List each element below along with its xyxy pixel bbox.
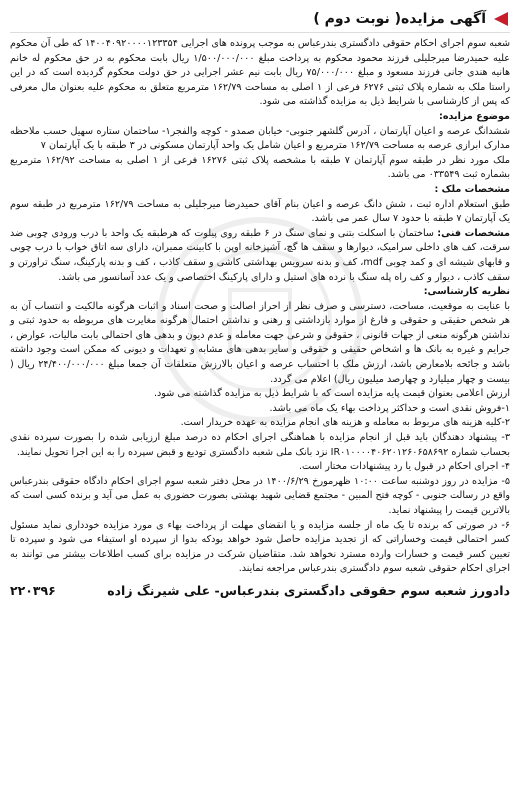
term-item: ۲-کلیه هزینه های مربوط به معامله و هزینه های انجام مزایده به عهده خریدار است. [180, 417, 510, 429]
tech-text: ساختمان با اسکلت بتنی و نمای سنگ در ۶ طبقه روی پیلوت که هرطبقه یک واحد با درب ورودی چوبی ضد سرقت، کف های داخلی سرامیک، دیوارها و سقف ها گچ، آشپزخانه اوپن با کابینت ممبران، دارای سه اتاق خواب با درب چوبی و قابهای شیشه ای و کمد چوبی mdf، کف و بدنه سرویس بهداشتی کاشی و سقف کاذب ، کف و بدنه پارکینگ، سنگ تراورتن و سقف کاذب ، دیوار و کف راه پله سنگ با نرده های استیل و دارای پارکینگ اختصاصی و یک عدد آسانسور می باشد. [10, 227, 510, 283]
red-triangle-icon [490, 9, 510, 29]
tech-heading: مشخصات فنی: [437, 227, 510, 239]
term-item: ۳- پیشنهاد دهندگان باید قبل از انجام مزایده با هماهنگی اجرای احکام ده درصد مبلغ ارزیابی شده را بصورت سپرده نقدی بحساب شماره IR۰۱۰۰۰۰۴۰۶۲۰۱۲۶۰۶۵۸۶۹۲ نزد بانک ملی شعبه دادگستری تودیع و قبض سپرده را به این اجرا تحویل نمایند. [10, 432, 510, 458]
term-item: ۵- مزایده در روز دوشنبه ساعت ۱۰:۰۰ ظهرمورخ ۱۴۰۰/۶/۲۹ در محل دفتر شعبه سوم اجرای احکام دادگاه حقوقی بندرعباس واقع در رسالت جنوبی - کوچه فتح المبین - مجتمع قضایی شهید بهشتی بصورت حضوری به عمل می آید و برنده کسی است که بالاترین قیمت را پیشنهاد نماید. [10, 475, 510, 516]
property-heading: مشخصات ملک : [434, 183, 510, 195]
term-item: ۶- در صورتی که برنده تا یک ماه از جلسه مزایده و یا انقضای مهلت از پرداخت بهاء ی مورد مزایده خودداری نماید مسئول کسر احتمالی قیمت وخساراتی که از تجدید مزایده حاصل شود خواهد بودکه بدوا از سپرده او استیفاء می شود و سپرده تا تعیین کسر قیمت و خسارات وارده مسترد نخواهد شد. متقاضیان شرکت در مزایده برای کسب اطلاعات بیشتر می توانند به اجرای احکام حقوقی شعبه سوم دادگستری بندرعباس مراجعه نمایند. [10, 519, 510, 575]
term-item: ۱-فروش نقدی است و حداکثر پرداخت بهاء یک ماه می باشد. [269, 402, 510, 414]
subject-heading: موضوع مزایده: [439, 110, 510, 122]
notice-header [10, 6, 510, 33]
tech-paragraph [10, 227, 510, 285]
signature: دادورز شعبه سوم حقوقی دادگستری بندرعباس- علی شیرنگ زاده [107, 582, 510, 598]
base-price-text: ارزش اعلامی بعنوان قیمت پایه مزایده است که با شرایط ذیل به مزایده گذاشته می شود. [153, 388, 510, 400]
notice-footer [10, 583, 510, 598]
expert-text: با عنایت به موقعیت، مساحت، دسترسی و صرف نظر از احراز اصالت و صحت اسناد و اثبات هرگونه مالکیت و انتساب آن به هر شخص حقیقی و حقوقی و فارغ از موارد بازداشتی و رهنی و نداشتن احتمال هرگونه مغایرت های مربوطه به حدود ثبتی و نداشتن هرگونه منعی از جهات قانونی ، حقوقی و شرعی جهت معامله و عدم دیون و بدهی های احتمالی بابت مالیات، عوارض ، جرایم و غیره به بانک ها و اشخاص حقیقی و حقوقی و سایر بدهی های مشابه و تعهدات و دیونی که ممکن است وجود داشته باشد و جائحه بلامعارض باشد، ارزش ملک با احتساب عرصه و اعیان بالارزش متعلقات آن جمعا مبلغ ۲۴/۴۰۰/۰۰۰/۰۰۰ ریال ( بیست و چهار میلیارد و چهارصد میلیون ریال) اعلام می گردد. [10, 300, 510, 385]
notice-title: آگهی مزایده( نوبت دوم ) [313, 11, 486, 27]
notice-body [10, 37, 510, 577]
expert-heading: نظریه کارشناسی: [423, 286, 510, 298]
notice-code: ۲۲۰۳۹۶ [10, 582, 56, 598]
subject-text: ششدانگ عرصه و اعیان آپارتمان ، آدرس گلشهر جنوبی- خیابان صمدو - کوچه والفجر۱- ساختمان ستاره سهیل حسب ملاحظه مدارک ابرازی عرصه به مساحت ۱۶۲/۷۹ مترمربع و اعیان شامل یک واحد آپارتمان مسکونی در ۳ طبقه با یک آپارتمان ۷ [10, 125, 510, 152]
term-item: ۴- اجرای احکام در قبول یا رد پیشنهادات مختار است. [299, 461, 510, 473]
property-text: طبق استعلام اداره ثبت ، شش دانگ عرصه و اعیان بنام آقای حمیدرضا میرجلیلی به مساحت ۱۶۲/۷۹ مترمربع در طبقه سوم یک آپارتمان ۷ طبقه با حدود ۷ سال عمر می باشد. [10, 198, 510, 225]
subject-text-2: ملک مورد نظر در طبقه سوم آپارتمان ۷ طبقه با مشخصه پلاک ثبتی ۱۶۲۷۶ فرعی از ۱ اصلی به مساحت ۱۶۲/۹۲ مترمربع بشماره ثبت ۰۳۳۵۴۹ می باشد. [10, 154, 510, 181]
intro-paragraph: شعبه سوم اجرای احکام حقوقی دادگستری بندرعباس به موجب پرونده های اجرایی ۱۴۰۰۴۰۹۲۰۰۰۰۱۲۳۳۵۴ که طی آن محکوم علیه حمیدرضا میرجلیلی فرزند محمود محکوم به پرداخت مبلغ ۱/۵۰۰/۰۰۰/۰۰۰ ریال بابت محکوم به در حق محکوم له خانم هانیه هندی جانی فرزند مسعود و مبلغ ۷۵/۰۰۰/۰۰۰ ریال بابت نیم عشر اجرایی در حق دولت محکوم گردیده است که در این راستا ملک به شماره پلاک ثبتی ۶۲۷۶ فرعی از ۱ اصلی به مساحت ۱۶۲/۷۹ مترمربع متعلق به محکوم علیه بعنوان مال معرفی که پس از کارشناسی با شرایط ذیل به مزایده گذاشته می شود. [10, 38, 510, 108]
